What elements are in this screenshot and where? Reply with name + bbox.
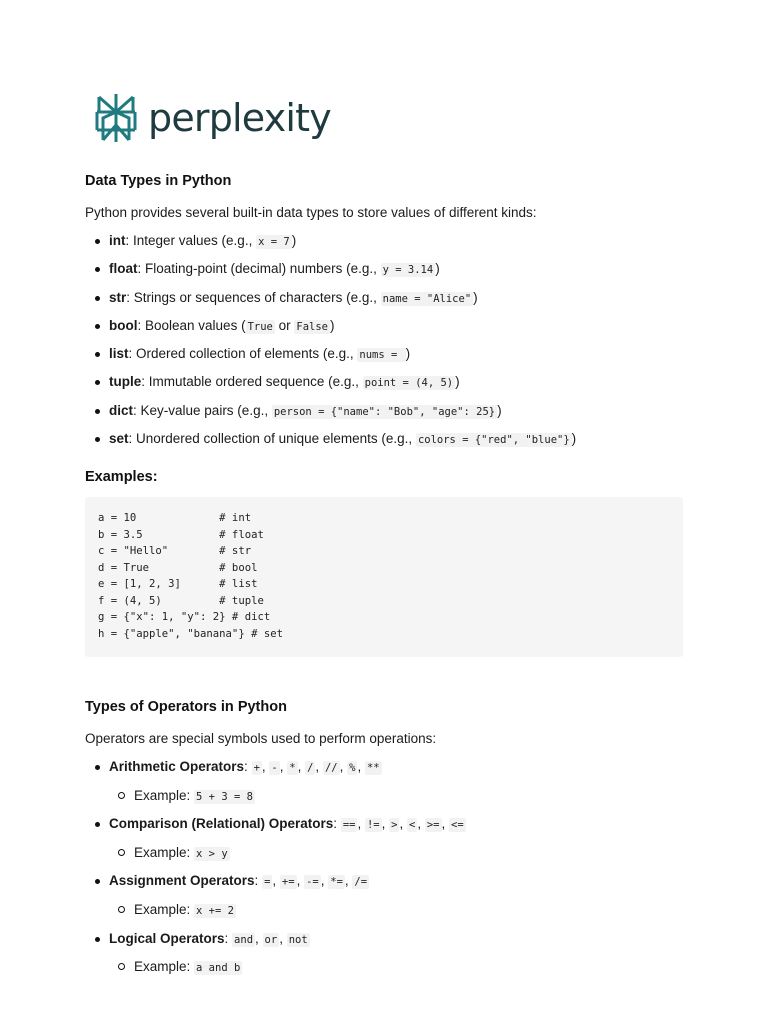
section-intro-data-types: Python provides several built-in data types to store values of different kinds:: [85, 205, 537, 220]
separator: :: [224, 930, 233, 946]
inline-code: person = {"name": "Bob", "age": 25}: [273, 405, 496, 418]
separator: ,: [320, 873, 329, 889]
operator-symbol: ==: [342, 819, 356, 832]
list-item: [85, 430, 683, 449]
type-term: str: [109, 289, 127, 305]
separator: ,: [255, 930, 263, 946]
operator-item: [85, 872, 683, 891]
separator: ,: [417, 816, 425, 832]
section-intro-operators: Operators are special symbols used to perform operations:: [85, 731, 437, 747]
operator-symbol: //: [324, 762, 338, 775]
separator: ,: [344, 873, 353, 889]
operator-symbol: and: [234, 933, 254, 946]
inline-code: True: [247, 320, 273, 333]
operator-symbol: -=: [306, 876, 319, 889]
list-item: [85, 402, 683, 421]
operator-symbol: >: [391, 819, 398, 832]
operators-list: [85, 758, 683, 977]
inline-code: nums =: [359, 349, 404, 362]
operator-symbol: /=: [354, 876, 368, 889]
separator: :: [254, 873, 263, 889]
item-text: or: [274, 317, 295, 333]
perplexity-logo-icon: [94, 92, 138, 144]
operator-symbol: **: [366, 762, 380, 775]
separator: :: [333, 816, 341, 832]
operator-symbol: <: [409, 819, 416, 832]
operator-symbol: *=: [330, 876, 343, 889]
example-item: [85, 901, 683, 920]
list-item: [85, 345, 683, 364]
example-sublist: [85, 844, 683, 863]
perplexity-logo: [94, 92, 331, 144]
type-term: bool: [109, 317, 138, 333]
item-text: ): [405, 346, 411, 362]
operator-symbol: +=: [281, 876, 295, 889]
item-text: : Unordered collection of unique elements (e.g.,: [128, 431, 416, 447]
inline-code: point = (4, 5): [364, 377, 454, 390]
inline-code: y = 3.14: [382, 264, 434, 277]
inline-code: x = 7: [258, 236, 290, 248]
operator-symbol: %: [349, 762, 356, 775]
data-types-list: [85, 232, 683, 449]
list-item: [85, 317, 683, 336]
example-item: [85, 787, 683, 806]
type-term: dict: [109, 402, 134, 418]
item-text: : Immutable ordered sequence (e.g.,: [141, 374, 363, 390]
separator: ,: [279, 759, 288, 775]
operator-example-item: [85, 958, 683, 977]
type-term: tuple: [109, 374, 142, 390]
item-text: ): [497, 402, 502, 418]
separator: ,: [339, 759, 348, 775]
item-text: ): [473, 289, 478, 305]
section-title-data-types: Data Types in Python: [85, 173, 232, 189]
list-item: [85, 289, 683, 308]
item-text: ): [571, 431, 577, 447]
operator-item: [85, 815, 683, 834]
inline-code: colors = {"red", "blue"}: [417, 434, 570, 447]
operator-item: [85, 930, 683, 949]
operator-term: Assignment Operators: [109, 873, 255, 889]
operator-symbol: /: [307, 762, 314, 775]
inline-code: False: [296, 320, 328, 333]
example-sublist: [85, 901, 683, 920]
example-code: 5 + 3 = 8: [196, 790, 253, 803]
example-item: [85, 844, 683, 863]
operator-term: Arithmetic Operators: [109, 759, 245, 775]
type-term: int: [109, 233, 126, 248]
operator-example-item: [85, 901, 683, 920]
example-label: Example:: [134, 959, 195, 975]
section-title-operators: Types of Operators in Python: [85, 699, 287, 716]
separator: ,: [315, 759, 323, 775]
item-text: : Boolean values (: [137, 317, 246, 333]
operator-symbol: <=: [451, 819, 464, 832]
separator: ,: [441, 816, 450, 832]
type-term: float: [109, 261, 138, 277]
example-sublist: [85, 958, 683, 977]
operator-symbol: !=: [366, 819, 380, 832]
item-text: ): [330, 317, 335, 333]
operator-symbol: -: [271, 762, 278, 775]
separator: ,: [297, 759, 306, 775]
item-text: : Floating-point (decimal) numbers (e.g.,: [137, 261, 381, 277]
example-sublist: [85, 787, 683, 806]
item-text: : Integer values (e.g.,: [125, 233, 257, 248]
operator-term: Logical Operators: [109, 930, 225, 946]
examples-title: Examples:: [85, 469, 158, 486]
list-item: [85, 232, 683, 251]
separator: ,: [279, 930, 287, 946]
logo-wordmark: perplexity: [148, 96, 331, 140]
operator-item: [85, 758, 683, 777]
list-item: [85, 373, 683, 392]
operator-example-item: [85, 787, 683, 806]
item-text: : Strings or sequences of characters (e.g.,: [126, 289, 381, 305]
separator: ,: [261, 759, 270, 775]
operator-term: Comparison (Relational) Operators: [109, 816, 334, 832]
separator: ,: [357, 759, 365, 775]
example-label: Example:: [134, 902, 195, 918]
operator-symbol: =: [264, 876, 271, 889]
type-term: set: [109, 431, 129, 447]
separator: ,: [399, 816, 407, 832]
inline-code: name = "Alice": [382, 292, 472, 305]
separator: ,: [272, 873, 280, 889]
item-text: : Key-value pairs (e.g.,: [133, 402, 272, 418]
document-body: [85, 172, 683, 987]
separator: ,: [357, 816, 365, 832]
operator-symbol: or: [264, 933, 278, 946]
operator-symbol: not: [288, 933, 308, 946]
example-code: x > y: [196, 847, 228, 860]
example-item: [85, 958, 683, 977]
operator-symbol: >=: [426, 819, 440, 832]
item-text: ): [291, 233, 297, 248]
item-text: ): [435, 261, 440, 277]
example-label: Example:: [134, 787, 195, 803]
separator: :: [244, 759, 252, 775]
example-code: a and b: [196, 962, 241, 975]
operator-example-item: [85, 844, 683, 863]
item-text: : Ordered collection of elements (e.g.,: [128, 346, 358, 362]
item-text: ): [455, 374, 460, 390]
examples-code-block: a = 10 # int b = 3.5 # float c = "Hello" # str d = True # bool e = [1, 2, 3] # list f = (4, 5) # tuple g = {"x": 1, "y": 2} # dict h = {"apple", "banana"} # set: [85, 497, 683, 657]
operator-symbol: *: [289, 762, 296, 775]
example-label: Example:: [134, 844, 195, 860]
operator-symbol: +: [253, 762, 260, 775]
separator: ,: [296, 873, 305, 889]
list-item: [85, 260, 683, 279]
type-term: list: [109, 346, 129, 362]
example-code: x += 2: [196, 905, 234, 918]
separator: ,: [381, 816, 390, 832]
